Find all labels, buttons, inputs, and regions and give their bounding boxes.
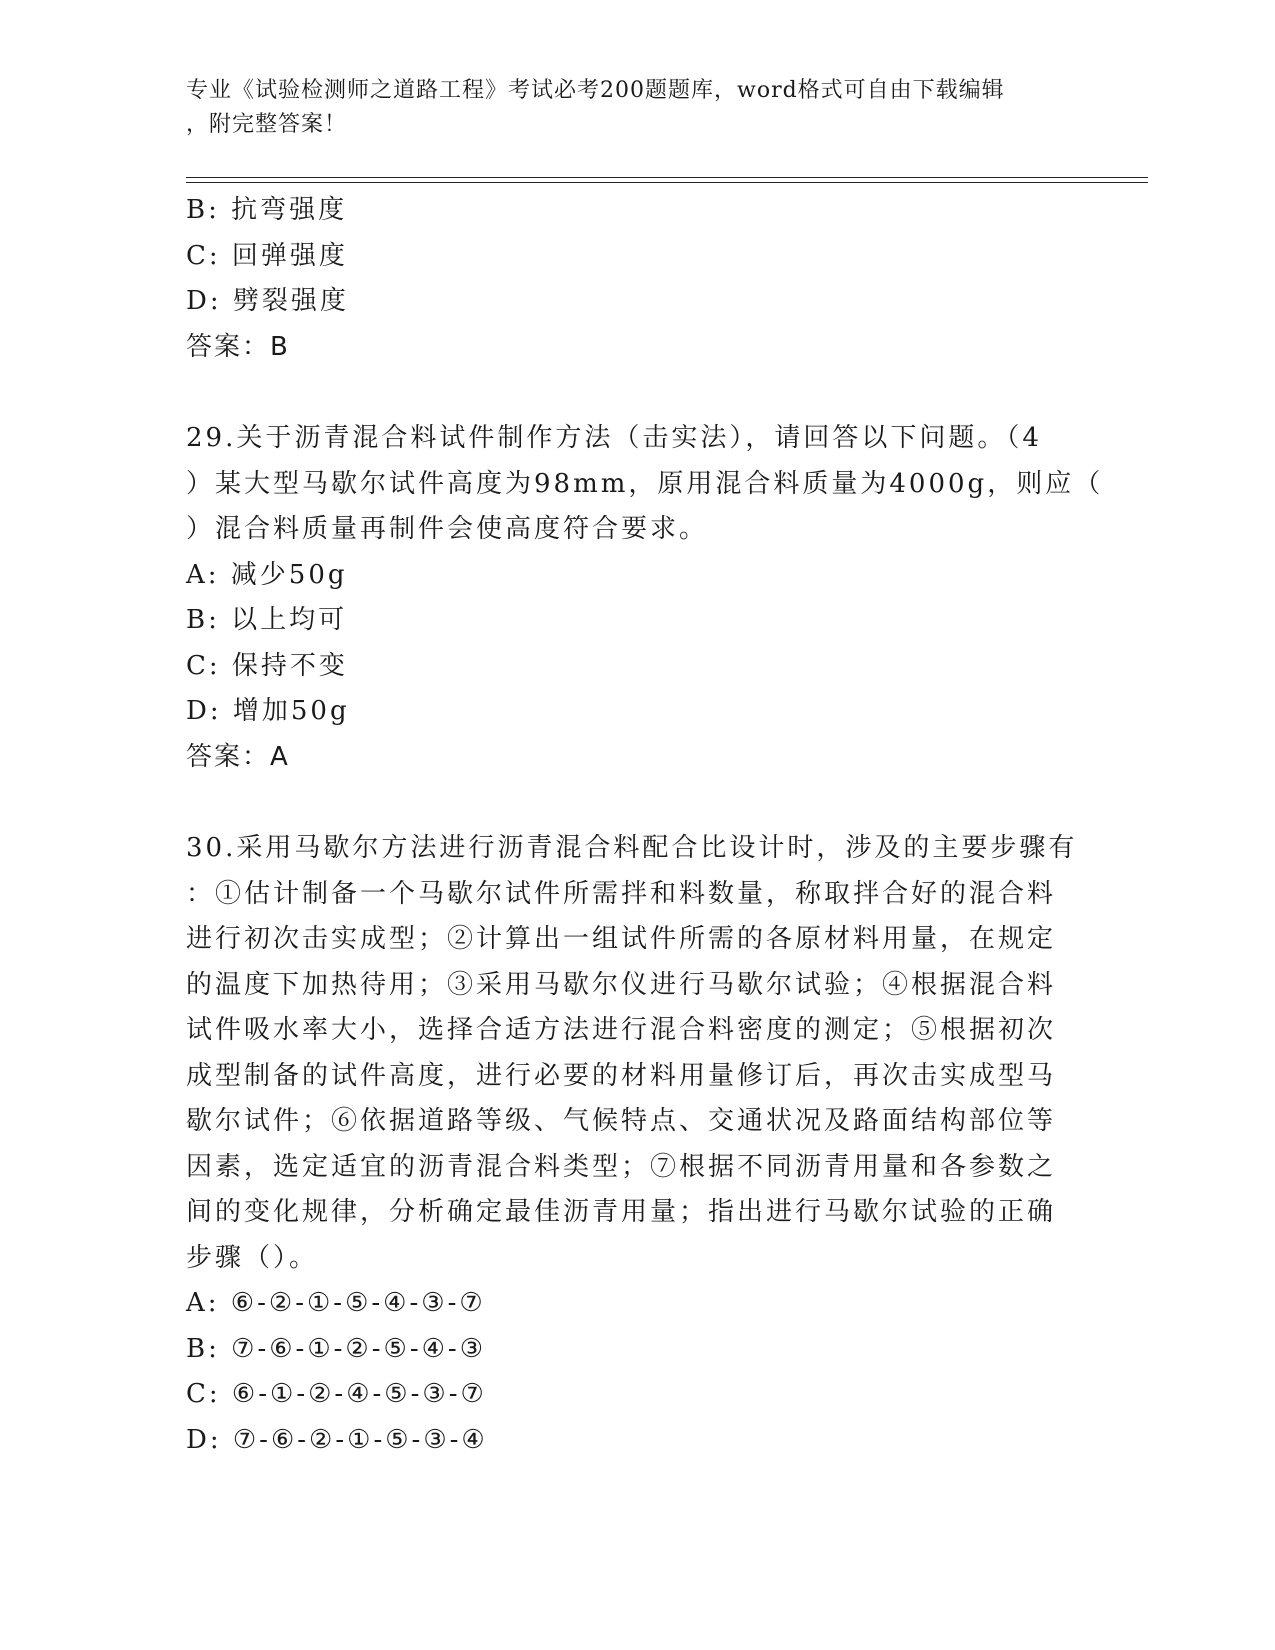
question-stem-line: ：①估计制备一个马歇尔试件所需拌和料数量，称取拌合好的混合料: [186, 878, 1057, 909]
question-stem-line: 因素，选定适宜的沥青混合料类型；⑦根据不同沥青用量和各参数之: [186, 1151, 1057, 1182]
option-c: C: 回弹强度: [186, 240, 348, 271]
question-stem-line: 步骤（）。: [186, 1242, 319, 1273]
question-stem-line: 进行初次击实成型；②计算出一组试件所需的各原材料用量，在规定: [186, 924, 1057, 954]
question-stem-line: 间的变化规律，分析确定最佳沥青用量；指出进行马歇尔试验的正确: [186, 1197, 1057, 1227]
option-b: B: ⑦-⑥-①-②-⑤-④-③: [186, 1333, 487, 1364]
header-rule-top: [186, 177, 1148, 178]
header-rule-bottom: [186, 182, 1148, 183]
spacer: [186, 780, 1066, 826]
option-b: B: 以上均可: [186, 605, 348, 635]
answer-line: 答案：A: [186, 741, 290, 772]
option-c: C: ⑥-①-②-④-⑤-③-⑦: [186, 1379, 487, 1409]
question-29: [186, 416, 1104, 780]
option-a: A: ⑥-②-①-⑤-④-③-⑦: [186, 1288, 486, 1318]
header-line-1: 专业《试验检测师之道路工程》考试必考200题题库，word格式可自由下载编辑: [186, 78, 1005, 103]
question-stem-line: 的温度下加热待用；③采用马歇尔仪进行马歇尔试验；④根据混合料: [186, 969, 1057, 1000]
question-stem-line: 29.关于沥青混合料试件制作方法（击实法），请回答以下问题。（4: [186, 423, 1042, 453]
question-stem-line: 30.采用马歇尔方法进行沥青混合料配合比设计时，涉及的主要步骤有: [186, 833, 1078, 863]
spacer: [186, 370, 1066, 416]
question-stem-line: 歇尔试件；⑥依据道路等级、气候特点、交通状况及路面结构部位等: [186, 1106, 1057, 1136]
option-a: A: 减少50g: [186, 559, 348, 590]
option-d: D: ⑦-⑥-②-①-⑤-③-④: [186, 1424, 488, 1455]
question-30: [186, 826, 1078, 1463]
question-stem-line: 成型制备的试件高度，进行必要的材料用量修订后，再次击实成型马: [186, 1060, 1057, 1091]
option-c: C: 保持不变: [186, 650, 348, 681]
option-b: B: 抗弯强度: [186, 195, 348, 225]
question-stem-line: ）混合料质量再制件会使高度符合要求。: [186, 514, 709, 544]
header-line-2: ，附完整答案！: [186, 112, 348, 137]
document-body: [186, 188, 1104, 1463]
option-d: D: 增加50g: [186, 696, 350, 726]
option-d: D: 劈裂强度: [186, 286, 349, 316]
document-header: [186, 74, 1066, 142]
answer-line: 答案：B: [186, 331, 290, 362]
question-stem-line: ）某大型马歇尔试件高度为98mm，原用混合料质量为4000g，则应（: [186, 468, 1104, 499]
question-stem-line: 试件吸水率大小，选择合适方法进行混合料密度的测定；⑤根据初次: [186, 1015, 1057, 1045]
question-28: [186, 188, 1066, 370]
